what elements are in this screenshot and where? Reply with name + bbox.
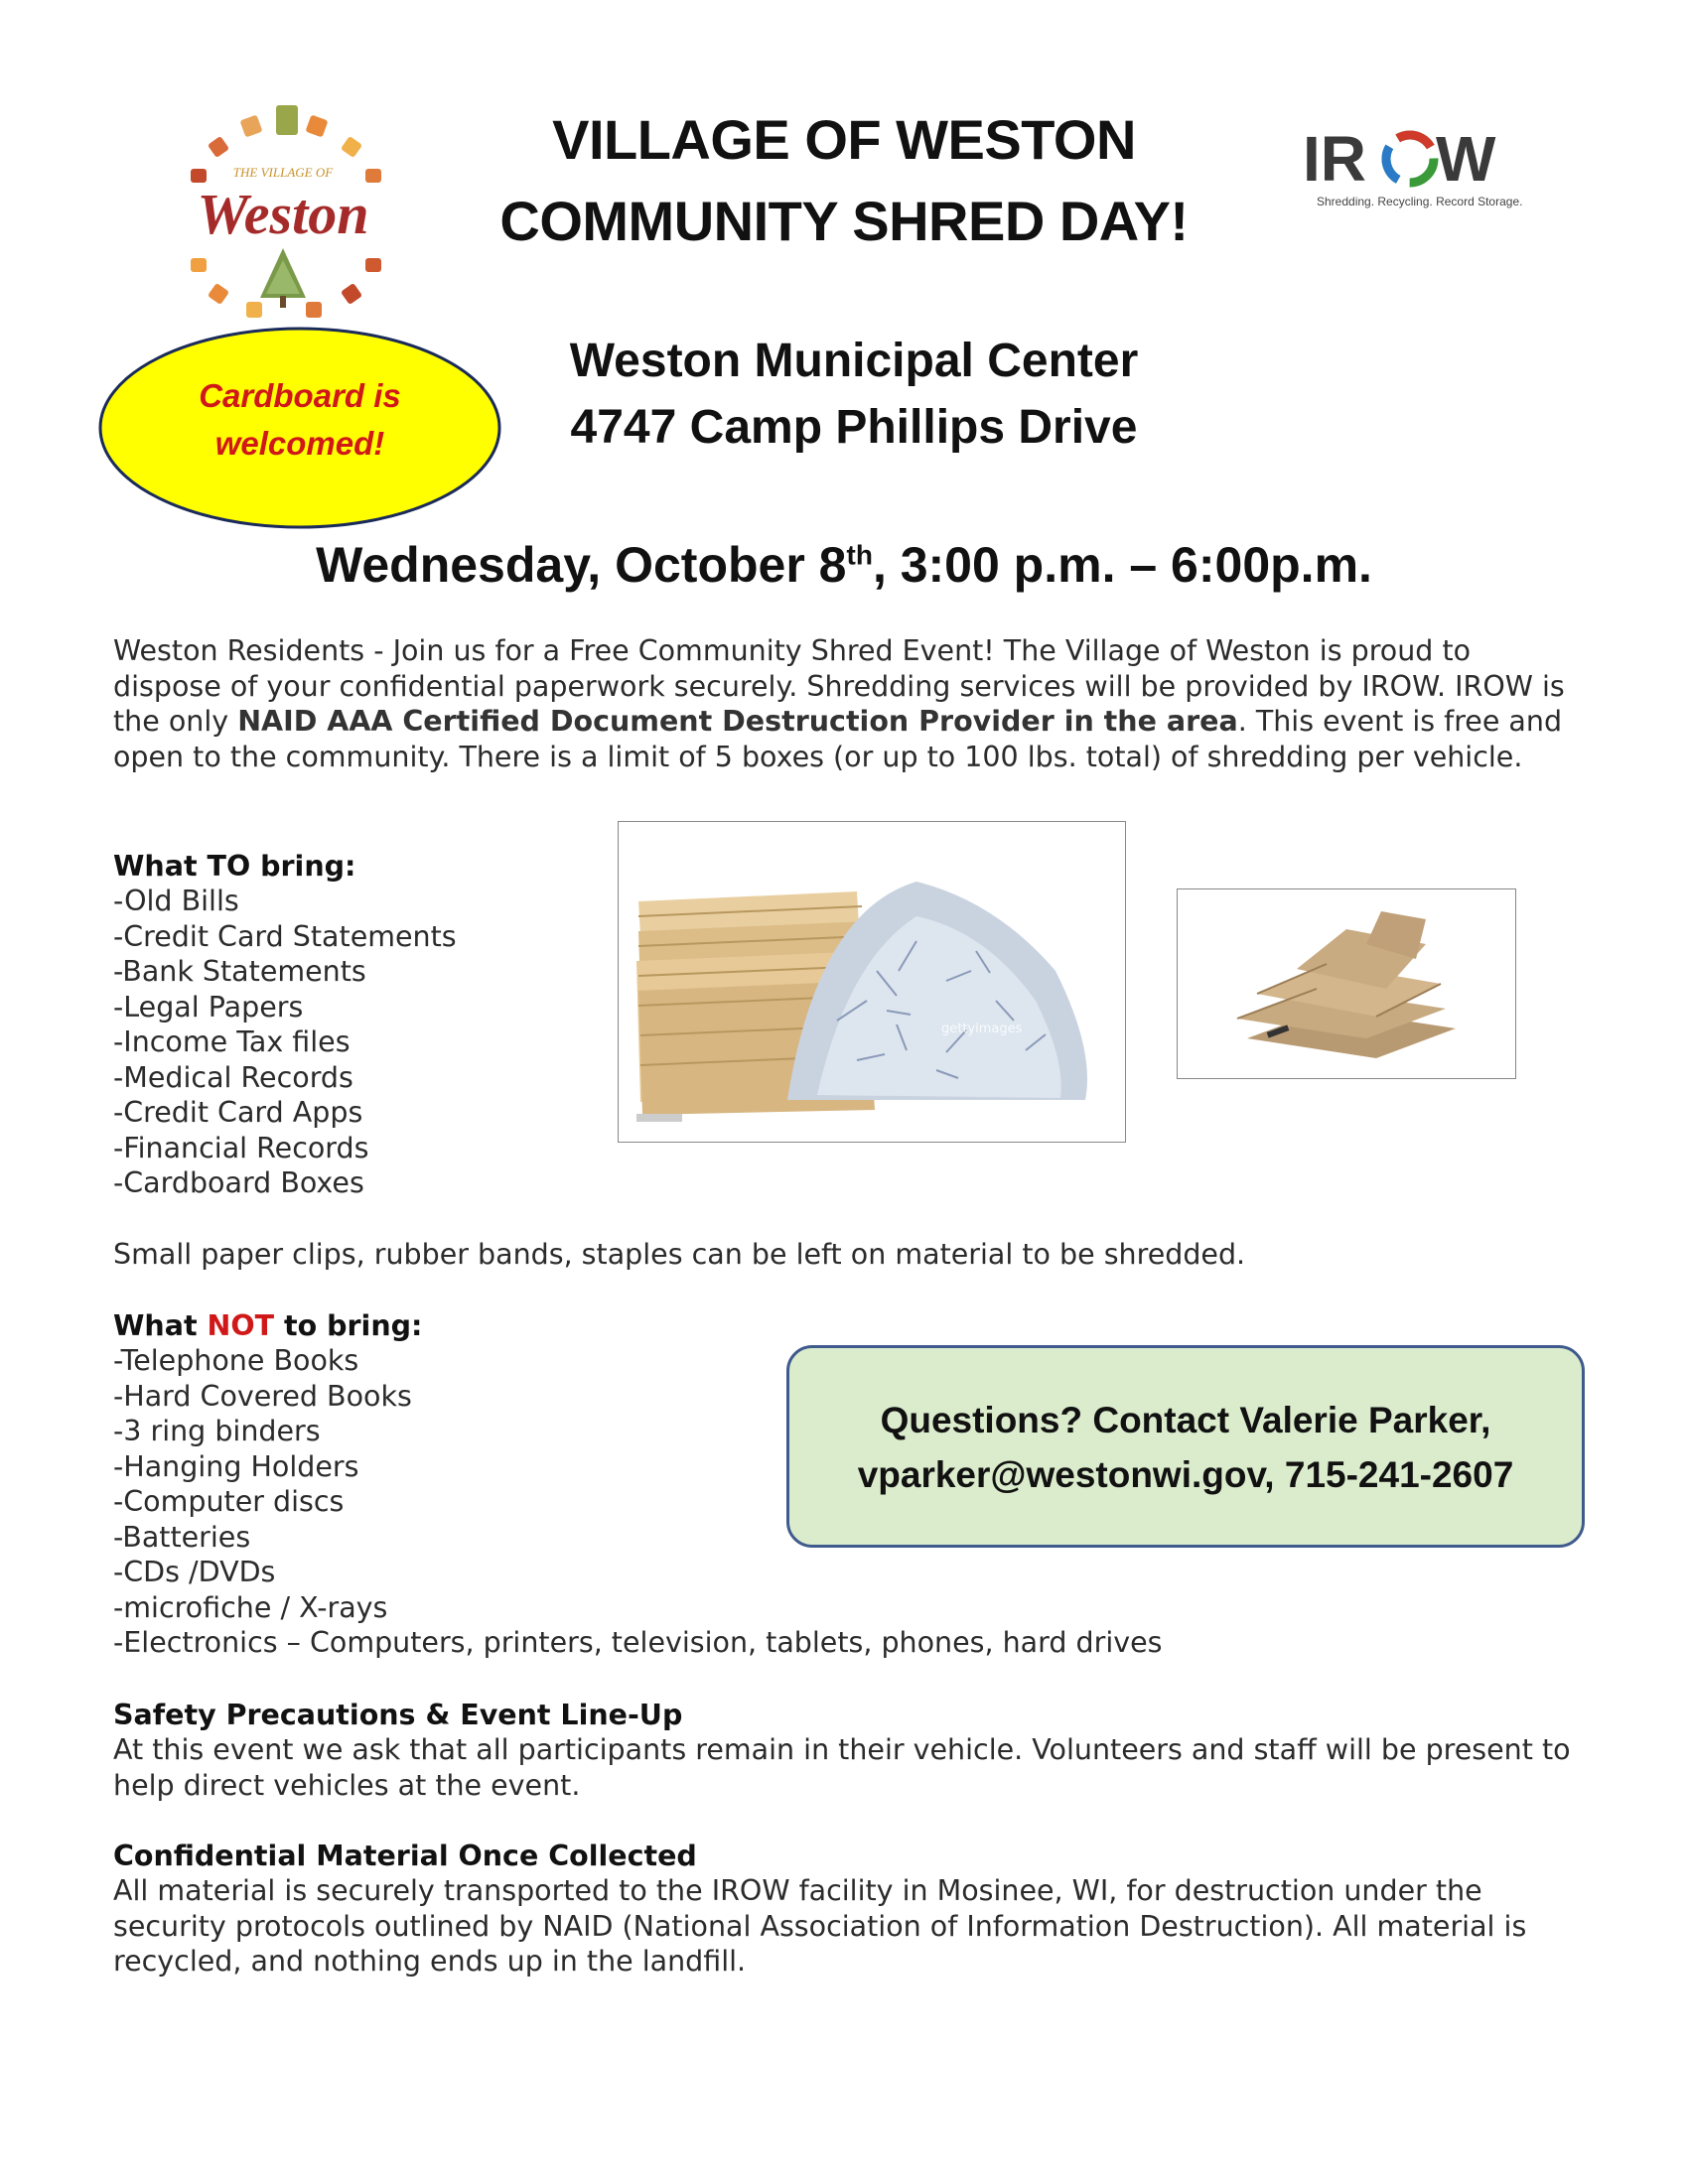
page-title-line-2: COMMUNITY SHRED DAY!: [499, 190, 1189, 252]
list-item: -Hanging Holders: [113, 1449, 359, 1483]
cardboard-boxes-photo: [1177, 888, 1516, 1079]
list-item: -Computer discs: [113, 1485, 345, 1518]
list-item: -3 ring binders: [113, 1415, 321, 1447]
list-item: -Old Bills: [113, 885, 239, 917]
list-item: -microfiche / X-rays: [113, 1590, 388, 1624]
recycle-icon: [1386, 135, 1434, 183]
list-item: -Bank Statements: [113, 955, 366, 988]
venue-address: 4747 Camp Phillips Drive: [570, 401, 1138, 454]
list-item: -Batteries: [113, 1520, 251, 1554]
safety-text: At this event we ask that all participants remain in their vehicle. Volunteers and staff will be present to help direct vehicles at the event.: [113, 1733, 1571, 1802]
list-item: -CDs /DVDs: [113, 1556, 276, 1588]
contact-line-2[interactable]: vparker@westonwi.gov, 715-241-2607: [857, 1454, 1514, 1495]
list-item: -Legal Papers: [113, 990, 304, 1024]
event-date: Wednesday, October 8th, 3:00 p.m. – 6:00p.m.: [316, 537, 1372, 593]
venue-name: Weston Municipal Center: [569, 335, 1139, 387]
confidential-heading: Confidential Material Once Collected: [113, 1840, 697, 1872]
list-item: -Income Tax files: [113, 1025, 351, 1058]
confidential-text: All material is securely transported to the IROW facility in Mosinee, WI, for destruction under the security protocols outlined by NAID (National Association of Information Destruction). All material is recycled, and nothing ends up in the landfill.: [113, 1874, 1527, 1978]
intro-paragraph: Weston Residents - Join us for a Free Community Shred Event! The Village of Weston is proud to dispose of your confidential paperwork securely. Shredding services will be provided by IROW. IROW is the only NAID AAA Certified Document Destruction Provider in the area. This event is free and open to the community. There is a limit of 5 boxes (or up to 100 lbs. total) of shredding per vehicle.: [113, 634, 1565, 773]
badge-line-2: welcomed!: [214, 425, 385, 462]
shredded-paper-photo: [618, 821, 1126, 1143]
cardboard-pile: [1237, 911, 1456, 1058]
contact-line-1: Questions? Contact Valerie Parker,: [880, 1400, 1491, 1440]
list-item: -Financial Records: [113, 1131, 369, 1164]
contact-box: [786, 1345, 1585, 1548]
photo-watermark: gettyimages: [941, 1022, 1023, 1036]
tree-icon: [260, 248, 306, 308]
list-item: -Medical Records: [113, 1060, 353, 1094]
svg-text:THE VILLAGE OF: THE VILLAGE OF: [232, 165, 334, 180]
list-item: -Electronics – Computers, printers, television, tablets, phones, hard drives: [113, 1626, 1163, 1659]
irow-logo: [1303, 129, 1571, 218]
weston-logo: [149, 99, 417, 328]
svg-text:W: W: [1436, 129, 1496, 195]
not-bring-heading: What NOT to bring:: [113, 1309, 423, 1342]
list-item: -Hard Covered Books: [113, 1379, 412, 1413]
svg-text:IR: IR: [1303, 129, 1366, 195]
list-item: -Credit Card Apps: [113, 1096, 363, 1129]
list-item: -Cardboard Boxes: [113, 1166, 364, 1199]
list-item: -Telephone Books: [113, 1344, 359, 1377]
badge-line-1: Cardboard is: [199, 377, 401, 414]
list-item: -Credit Card Statements: [113, 919, 457, 953]
bring-heading: What TO bring:: [113, 850, 356, 883]
safety-heading: Safety Precautions & Event Line-Up: [113, 1699, 683, 1731]
clips-note: Small paper clips, rubber bands, staples can be left on material to be shredded.: [113, 1238, 1246, 1271]
svg-text:Shredding. Recycling. Record S: Shredding. Recycling. Record Storage.: [1317, 195, 1523, 208]
photo-caption-mark: [636, 1114, 682, 1122]
bring-list: [113, 884, 457, 1201]
svg-text:Weston: Weston: [197, 182, 369, 246]
page-title-line-1: VILLAGE OF WESTON: [552, 108, 1136, 171]
